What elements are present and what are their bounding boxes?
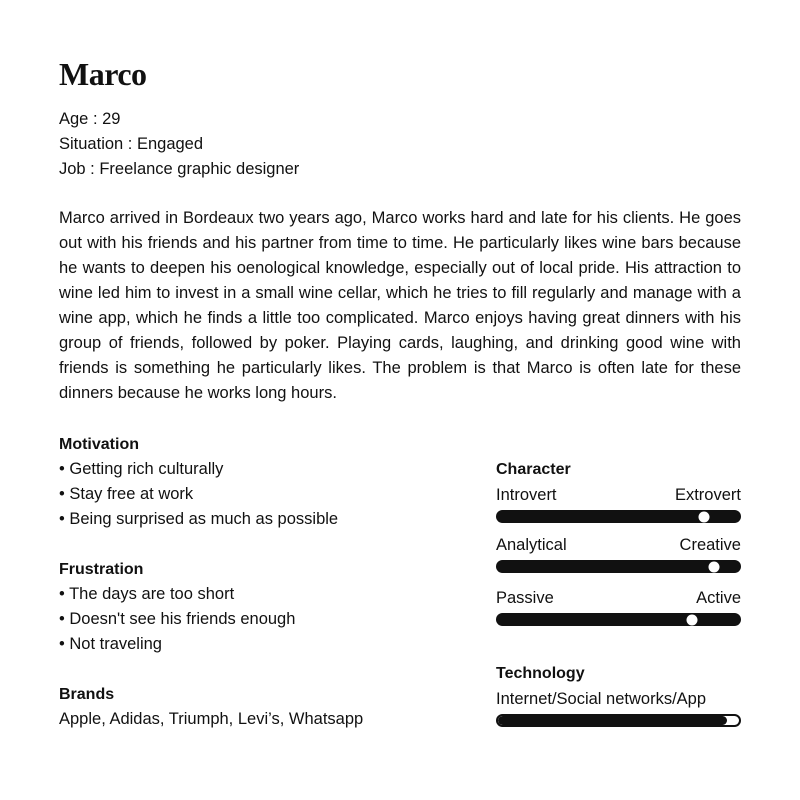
frustration-item: • Doesn't see his friends enough	[59, 610, 296, 628]
character-scale	[496, 534, 741, 573]
introvert-extrovert-slider	[496, 510, 741, 523]
persona-name: Marco	[59, 56, 147, 92]
motivation-title: Motivation	[59, 436, 139, 453]
scale-left-label: Analytical	[496, 536, 567, 554]
persona-bio: Marco arrived in Bordeaux two years ago, Marco works hard and late for his clients. He goes out with his friends and his partner from time to time. He particularly likes wine bars because he wants to deepen his oenological knowledge, especially out of local pride. His attraction to wine led him to invest in a small wine cellar, which he tries to fill regularly and manage with a wine app, which he finds a little too complicated. Marco enjoys having great dinners with his group of friends, followed by poker. Playing cards, laughing, and drinking good wine with friends is something he particularly likes. The problem is that Marco is often late for these dinners because he works long hours.	[59, 209, 741, 402]
technology-label: Internet/Social networks/App	[496, 690, 707, 708]
frustration-item: • The days are too short	[59, 585, 235, 603]
analytical-creative-slider	[496, 560, 741, 573]
slider-knob	[699, 511, 710, 522]
technology-bar-fill	[498, 716, 727, 725]
persona-facts	[59, 107, 299, 182]
frustration-item: • Not traveling	[59, 635, 162, 653]
technology-title: Technology	[496, 665, 585, 682]
frustration-title: Frustration	[59, 561, 144, 578]
motivation-section	[59, 432, 338, 532]
slider-knob	[709, 561, 720, 572]
slider-knob	[687, 614, 698, 625]
character-section	[496, 457, 741, 482]
situation-line: Situation : Engaged	[59, 135, 204, 153]
character-title: Character	[496, 461, 571, 478]
frustration-section	[59, 557, 295, 657]
brands-list: Apple, Adidas, Triumph, Levi’s, Whatsapp	[59, 710, 364, 728]
motivation-item: • Stay free at work	[59, 485, 194, 503]
motivation-item: • Getting rich culturally	[59, 460, 224, 478]
scale-right-label: Active	[696, 589, 741, 607]
scale-left-label: Passive	[496, 589, 554, 607]
passive-active-slider	[496, 613, 741, 626]
brands-section	[59, 682, 363, 732]
character-scale	[496, 484, 741, 523]
age-line: Age : 29	[59, 110, 121, 128]
scale-right-label: Creative	[679, 536, 741, 554]
technology-bar	[496, 714, 741, 727]
character-scale	[496, 587, 741, 626]
scale-left-label: Introvert	[496, 486, 557, 504]
motivation-item: • Being surprised as much as possible	[59, 510, 339, 528]
job-line: Job : Freelance graphic designer	[59, 160, 300, 178]
technology-section	[496, 661, 741, 727]
brands-title: Brands	[59, 686, 115, 703]
scale-right-label: Extrovert	[674, 486, 741, 504]
